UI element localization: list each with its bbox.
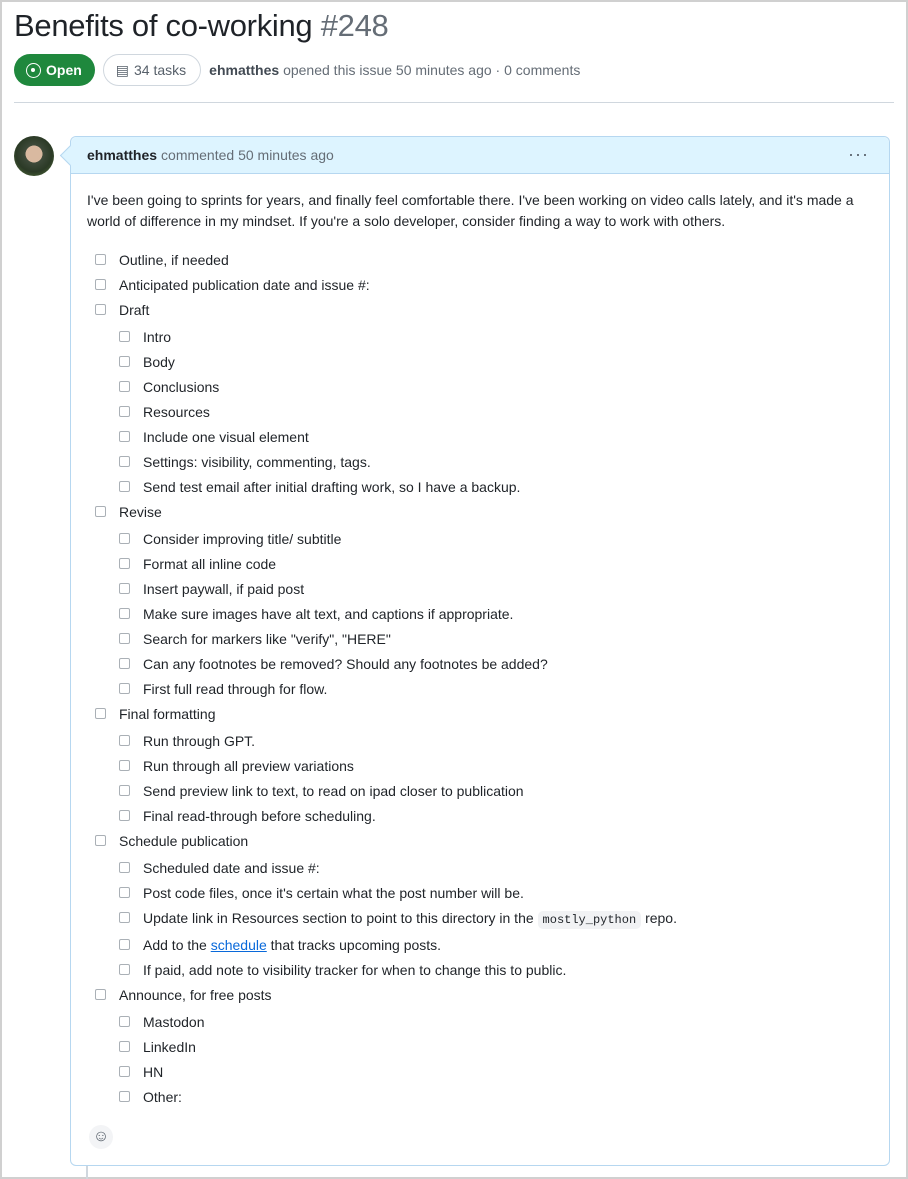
task-label: Send test email after initial drafting work, so I have a backup. [143, 479, 521, 495]
task-item [119, 450, 873, 475]
subtask-list [119, 1010, 873, 1110]
task-label: Announce, for free posts [119, 987, 272, 1003]
task-label: If paid, add note to visibility tracker for when to change this to public. [143, 962, 567, 978]
task-item [119, 933, 873, 958]
task-label: Revise [119, 504, 162, 520]
more-options-icon[interactable]: ··· [848, 144, 869, 164]
avatar[interactable] [14, 136, 54, 176]
task-item [119, 627, 873, 652]
task-label: Final formatting [119, 706, 216, 722]
task-item [95, 829, 873, 983]
task-item [119, 754, 873, 779]
task-item [119, 1060, 873, 1085]
task-checkbox[interactable] [119, 683, 130, 694]
task-item [119, 325, 873, 350]
task-item [119, 779, 873, 804]
task-checkbox[interactable] [119, 481, 130, 492]
task-label: HN [143, 1064, 164, 1080]
task-checkbox[interactable] [119, 1066, 130, 1077]
task-label: Draft [119, 302, 150, 318]
divider [14, 102, 894, 103]
task-label: Settings: visibility, commenting, tags. [143, 454, 371, 470]
task-checkbox[interactable] [95, 506, 106, 517]
task-checkbox[interactable] [95, 304, 106, 315]
task-item [119, 577, 873, 602]
task-label: Anticipated publication date and issue #: [119, 277, 370, 293]
comment [70, 136, 890, 1166]
task-label: Format all inline code [143, 556, 277, 572]
task-checkbox[interactable] [95, 708, 106, 719]
task-label: Add to the schedule that tracks upcoming posts. [143, 937, 442, 953]
checklist-icon: ▤ [115, 61, 130, 78]
task-checkbox[interactable] [95, 989, 106, 1000]
add-reaction-smiley-icon[interactable]: ☺ [89, 1125, 113, 1149]
comment-header: ehmatthes commented 50 minutes ago ··· [71, 137, 889, 174]
task-checkbox[interactable] [119, 658, 130, 669]
task-checkbox[interactable] [119, 1041, 130, 1052]
task-label: Run through all preview variations [143, 758, 354, 774]
task-label: Conclusions [143, 379, 220, 395]
issue-meta [14, 54, 580, 86]
task-checkbox[interactable] [119, 1016, 130, 1027]
task-item [119, 677, 873, 702]
tasks-button[interactable]: ▤ 34 tasks [103, 54, 201, 86]
task-checkbox[interactable] [95, 279, 106, 290]
task-item [119, 958, 873, 983]
task-label: Mastodon [143, 1014, 205, 1030]
inline-code: mostly_python [538, 911, 642, 929]
subtask-list [119, 729, 873, 829]
task-label: Insert paywall, if paid post [143, 581, 305, 597]
task-item [119, 425, 873, 450]
task-item [119, 1010, 873, 1035]
subtask-list [119, 325, 873, 500]
task-item [119, 1035, 873, 1060]
task-label: Resources [143, 404, 210, 420]
task-item [119, 552, 873, 577]
task-item [119, 527, 873, 552]
comment-intro: I've been going to sprints for years, and finally feel comfortable there. I've been working on video calls lately, and it's made a world of difference in my mindset. If you're a solo developer, consider finding a way to work with others. [87, 192, 854, 229]
task-item [119, 652, 873, 677]
subtask-list [119, 527, 873, 702]
status-badge: Open [14, 54, 95, 86]
task-checkbox[interactable] [119, 331, 130, 342]
task-item [119, 906, 873, 933]
task-label: Can any footnotes be removed? Should any footnotes be added? [143, 656, 548, 672]
task-item [119, 475, 873, 500]
task-checkbox[interactable] [119, 608, 130, 619]
task-label: Include one visual element [143, 429, 309, 445]
task-item [119, 881, 873, 906]
task-checkbox[interactable] [119, 533, 130, 544]
subtask-list [119, 856, 873, 983]
task-item [119, 856, 873, 881]
task-checkbox[interactable] [119, 887, 130, 898]
task-label: Make sure images have alt text, and captions if appropriate. [143, 606, 514, 622]
task-checkbox[interactable] [119, 810, 130, 821]
task-item [119, 729, 873, 754]
task-checkbox[interactable] [119, 912, 130, 923]
task-label: Intro [143, 329, 172, 345]
task-item [119, 804, 873, 829]
task-item [119, 400, 873, 425]
task-label: Update link in Resources section to point to this directory in the mostly_python repo. [143, 910, 677, 927]
task-label: Scheduled date and issue #: [143, 860, 320, 876]
task-checkbox[interactable] [119, 583, 130, 594]
task-label: Schedule publication [119, 833, 249, 849]
task-checkbox[interactable] [95, 835, 106, 846]
task-checkbox[interactable] [119, 356, 130, 367]
task-checkbox[interactable] [95, 254, 106, 265]
task-label: LinkedIn [143, 1039, 196, 1055]
task-label: Outline, if needed [119, 252, 229, 268]
comment-body [71, 174, 889, 1126]
task-item [119, 350, 873, 375]
task-label: Final read-through before scheduling. [143, 808, 376, 824]
issue-open-icon [26, 63, 41, 78]
schedule-link[interactable]: schedule [210, 937, 267, 953]
task-label: Post code files, once it's certain what the post number will be. [143, 885, 524, 901]
task-label: Consider improving title/ subtitle [143, 531, 342, 547]
task-checkbox[interactable] [119, 558, 130, 569]
timeline-line [86, 1166, 88, 1179]
task-checkbox[interactable] [119, 456, 130, 467]
task-label: First full read through for flow. [143, 681, 328, 697]
task-item [95, 248, 873, 273]
task-list [87, 248, 873, 1110]
issue-number: #248 [320, 8, 389, 43]
comment-author[interactable]: ehmatthes [87, 147, 158, 163]
task-item [119, 1085, 873, 1110]
task-label: Run through GPT. [143, 733, 256, 749]
task-label: Other: [143, 1089, 182, 1105]
task-checkbox[interactable] [119, 1091, 130, 1102]
task-checkbox[interactable] [119, 381, 130, 392]
task-label: Search for markers like "verify", "HERE" [143, 631, 391, 647]
task-checkbox[interactable] [119, 785, 130, 796]
task-checkbox[interactable] [119, 406, 130, 417]
task-checkbox[interactable] [119, 760, 130, 771]
task-item [95, 983, 873, 1110]
issue-title: Benefits of co-working #248 [14, 8, 389, 43]
task-checkbox[interactable] [119, 862, 130, 873]
task-checkbox[interactable] [119, 431, 130, 442]
task-checkbox[interactable] [119, 633, 130, 644]
task-item [119, 375, 873, 400]
task-checkbox[interactable] [119, 735, 130, 746]
task-item [95, 702, 873, 829]
author-link[interactable]: ehmatthes [209, 62, 280, 78]
task-checkbox[interactable] [119, 964, 130, 975]
task-item [119, 602, 873, 627]
task-item [95, 273, 873, 298]
task-label: Body [143, 354, 175, 370]
task-label: Send preview link to text, to read on ipad closer to publication [143, 783, 524, 799]
task-item [95, 298, 873, 500]
task-item [95, 500, 873, 702]
task-checkbox[interactable] [119, 939, 130, 950]
issue-opened-text: ehmatthes opened this issue 50 minutes ago · 0 comments [209, 62, 581, 78]
